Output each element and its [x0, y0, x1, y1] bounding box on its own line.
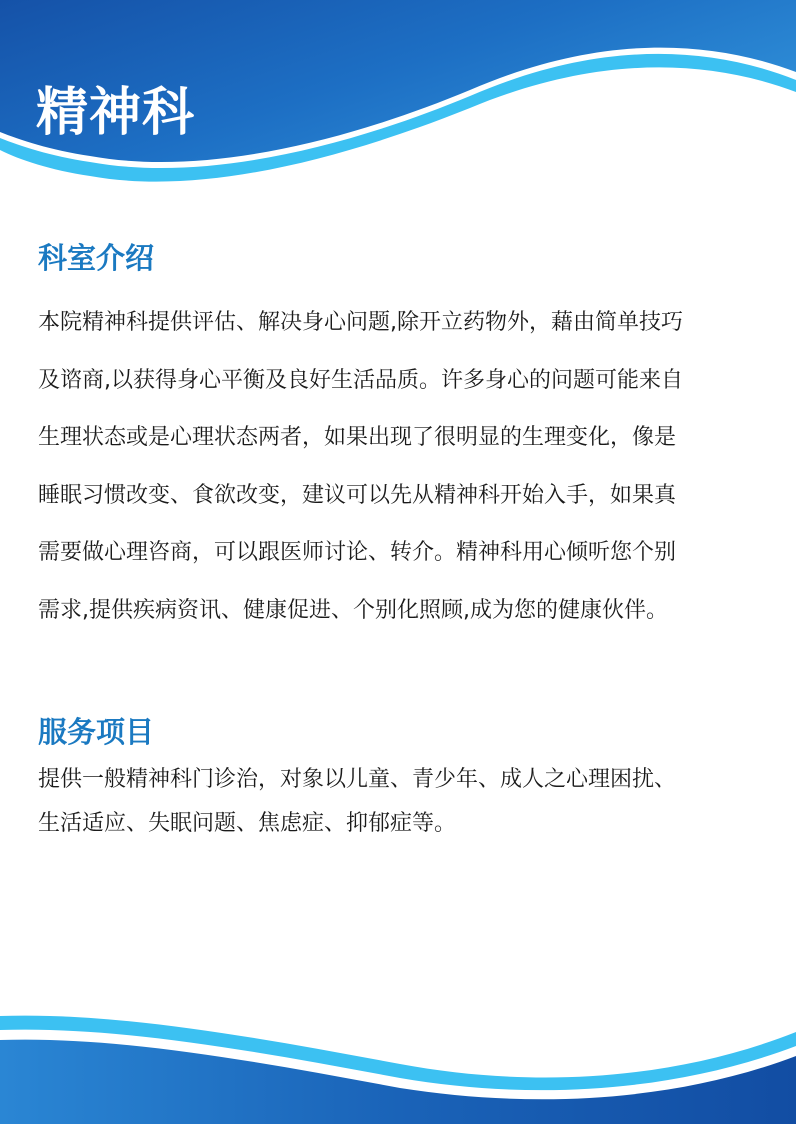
intro-line: 睡眠习惯改变、食欲改变，建议可以先从精神科开始入手，如果真 — [38, 482, 677, 508]
footer-wave-decoration — [0, 994, 796, 1124]
intro-paragraph — [38, 294, 768, 639]
intro-line: 及谘商,以获得身心平衡及良好生活品质。许多身心的问题可能来自 — [38, 367, 683, 393]
page-title: 精神科 — [36, 82, 196, 143]
department-intro-section — [38, 238, 768, 639]
intro-line: 本院精神科提供评估、解决身心问题,除开立药物外，藉由简单技巧 — [38, 310, 683, 335]
intro-line: 需要做心理咨商，可以跟医师讨论、转介。精神科用心倾听您个别 — [38, 540, 677, 565]
intro-line: 需求,提供疾病资讯、健康促进、个别化照顾,成为您的健康伙伴。 — [38, 597, 668, 623]
section-heading-services: 服务项目 — [38, 715, 155, 749]
services-line: 生活适应、失眠问题、焦虑症、抑郁症等。 — [38, 811, 457, 836]
services-section — [38, 712, 768, 846]
services-line: 提供一般精神科门诊治，对象以儿童、青少年、成人之心理困扰、 — [38, 767, 677, 792]
section-heading-intro: 科室介绍 — [38, 241, 155, 275]
services-paragraph — [38, 758, 768, 846]
intro-line: 生理状态或是心理状态两者，如果出现了很明显的生理变化，像是 — [38, 425, 677, 450]
